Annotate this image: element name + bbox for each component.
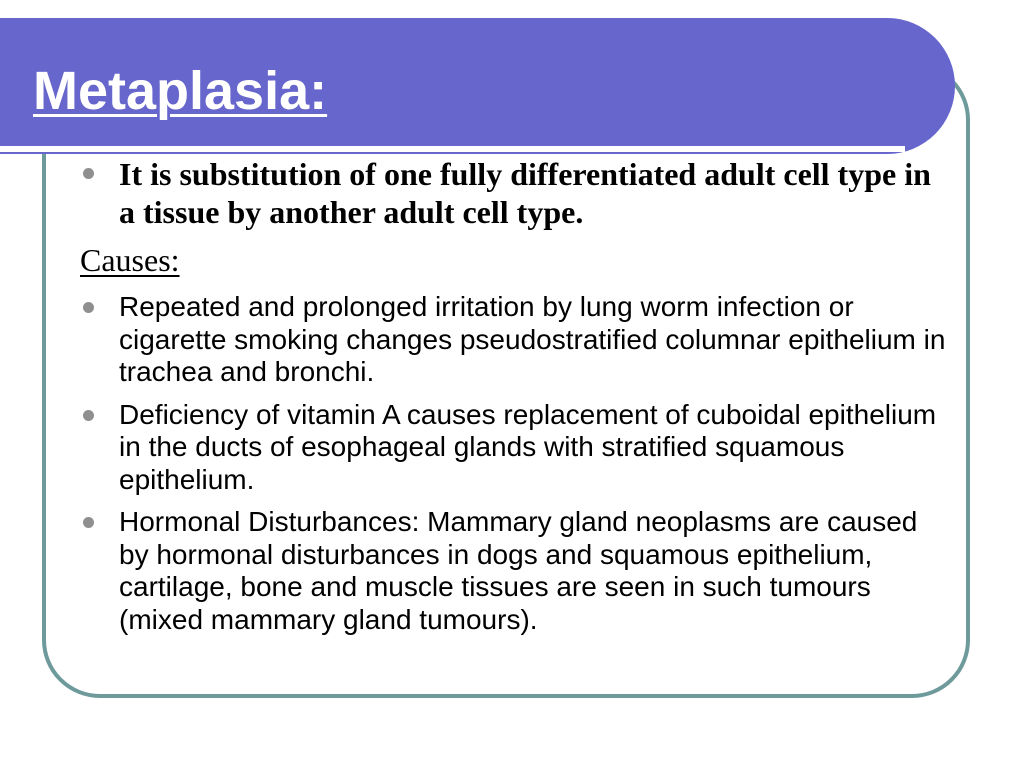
slide-body (80, 155, 950, 636)
cause-item-lung-worm (80, 291, 950, 389)
cause-item-vitamin-a (80, 399, 950, 497)
definition-item (80, 155, 950, 231)
cause-item-hormonal (80, 506, 950, 636)
title-divider (0, 146, 905, 152)
bullet-dot-icon (83, 168, 94, 179)
cause-text: Repeated and prolonged irritation by lung worm infection or cigarette smoking changes pseudostratified columnar epithelium in trachea and bronchi. (119, 291, 946, 387)
cause-text: Hormonal Disturbances: Mammary gland neoplasms are caused by hormonal disturbances in dogs and squamous epithelium, cartilage, bone and muscle tissues are seen in such tumours (mixed mammary gland tumours). (119, 506, 918, 635)
bullet-dot-icon (83, 517, 94, 528)
causes-heading: Causes: (80, 242, 180, 278)
slide-title: Metaplasia: (33, 61, 328, 121)
bullet-dot-icon (83, 410, 94, 421)
title-banner (0, 18, 955, 154)
cause-text: Deficiency of vitamin A causes replacement of cuboidal epithelium in the ducts of esophageal glands with stratified squamous epithelium. (119, 398, 937, 495)
bullet-dot-icon (83, 302, 94, 313)
definition-text: It is substitution of one fully differentiated adult cell type in a tissue by another adult cell type. (119, 156, 931, 230)
